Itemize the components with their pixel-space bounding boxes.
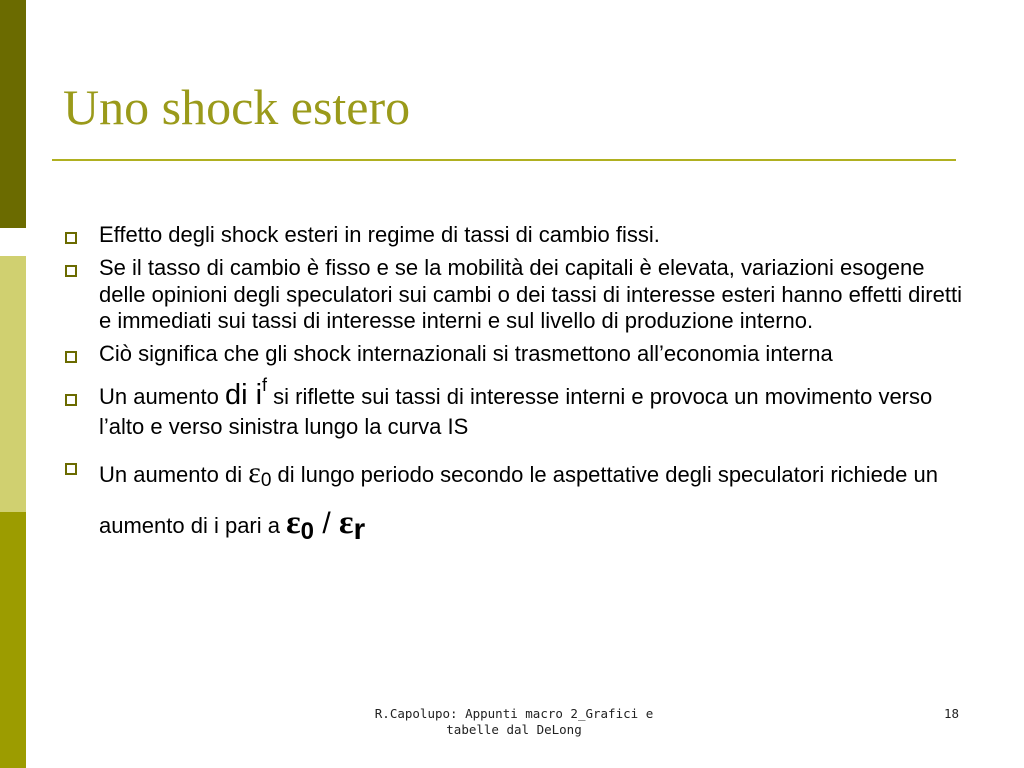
footer-line-1: R.Capolupo: Appunti macro 2_Grafici e — [374, 706, 654, 721]
bullet-text-part1: Un aumento di — [99, 462, 249, 488]
bullet-item — [62, 450, 962, 549]
epsilon-symbol: ε — [248, 456, 261, 490]
division-slash: / — [314, 506, 340, 540]
epsilon-zero-subscript: 0 — [300, 517, 314, 545]
epsilon-subscript: 0 — [260, 470, 272, 492]
bullet-item — [62, 375, 962, 440]
bullet-item — [62, 222, 962, 249]
left-bar-mid — [0, 512, 26, 768]
bullet-item — [62, 341, 962, 368]
foreign-rate-superscript: f — [262, 375, 268, 396]
square-bullet-icon — [65, 232, 77, 244]
epsilon-r-subscript: r — [353, 512, 366, 546]
bullet-text: Ciò significa che gli shock internazionali si trasmettono all’economia interna — [99, 341, 833, 367]
bullet-text: Se il tasso di cambio è fisso e se la mobilità dei capitali è elevata, variazioni esogene delle opinioni degli speculatori sui cambi o dei tassi di interesse esteri hanno effetti diretti e immediati sui tassi di interesse interni e sul livello di produzione interno. — [99, 254, 962, 334]
bullet-text: Effetto degli shock esteri in regime di tassi di cambio fissi. — [99, 222, 660, 247]
title-underline — [52, 159, 956, 161]
epsilon-r-symbol: ε — [339, 503, 354, 541]
square-bullet-icon — [65, 463, 77, 475]
left-bar-dark — [0, 0, 26, 228]
square-bullet-icon — [65, 394, 77, 406]
bullet-item — [62, 255, 962, 335]
slide-title: Uno shock estero — [63, 79, 411, 135]
footer-credit — [364, 706, 664, 739]
page-number: 18 — [944, 706, 960, 721]
left-bar-light — [0, 256, 26, 512]
bullet-list — [62, 222, 962, 556]
foreign-rate-term: di i — [224, 379, 263, 412]
bullet-text-part1: Un aumento — [99, 384, 225, 410]
square-bullet-icon — [65, 351, 77, 363]
bullet-text-part2: si riflette sui tassi di interesse interni e provoca un movimento verso l’alto e verso sinistra lungo la curva IS — [99, 384, 933, 439]
footer-line-2: tabelle dal DeLong — [446, 722, 582, 738]
epsilon-zero-symbol: ε — [286, 503, 301, 541]
square-bullet-icon — [65, 265, 77, 277]
bullet-text-part2: di lungo periodo secondo le aspettative degli speculatori richiede un aumento di i pari a — [99, 462, 938, 538]
